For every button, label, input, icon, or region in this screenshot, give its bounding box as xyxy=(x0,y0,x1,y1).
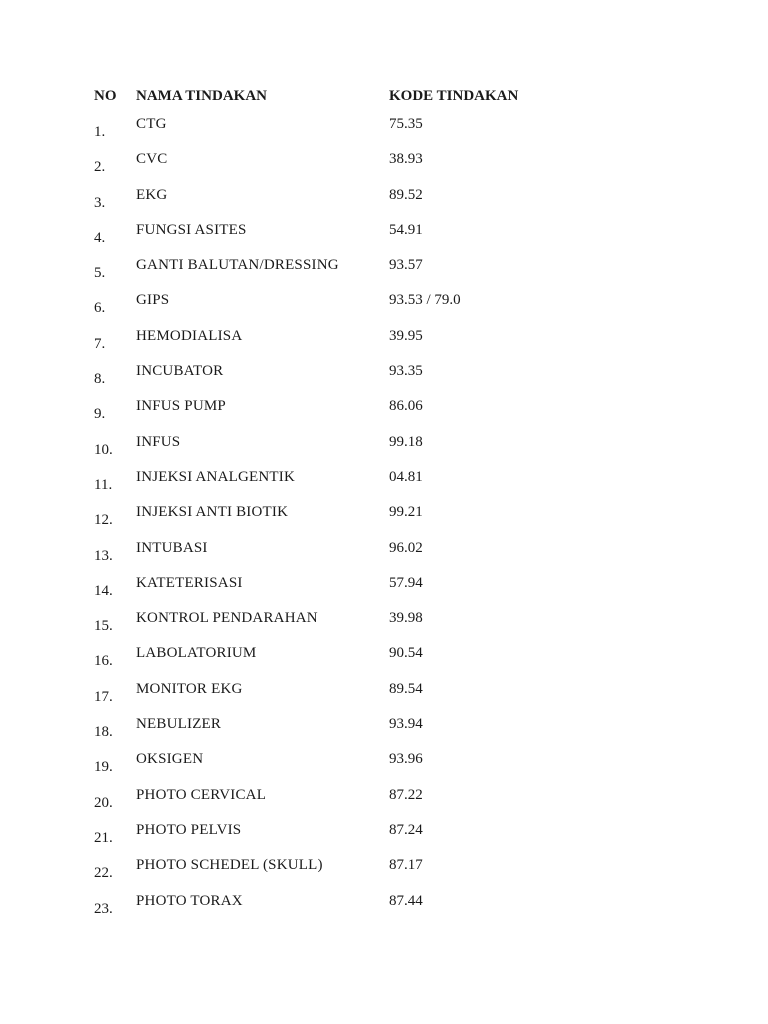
row-number: 7. xyxy=(94,335,106,352)
row-number: 19. xyxy=(94,759,113,776)
row-nama-tindakan: FUNGSI ASITES xyxy=(136,221,247,238)
row-number: 16. xyxy=(94,653,113,670)
table-body xyxy=(0,115,768,927)
row-number: 6. xyxy=(94,300,106,317)
table-row xyxy=(0,397,768,432)
row-nama-tindakan: INFUS xyxy=(136,433,181,450)
table-row xyxy=(0,609,768,644)
row-kode-tindakan: 87.24 xyxy=(389,821,423,838)
row-number: 18. xyxy=(94,724,113,741)
row-kode-tindakan: 89.52 xyxy=(389,186,423,203)
row-number: 4. xyxy=(94,229,106,246)
row-number: 8. xyxy=(94,371,106,388)
table-row xyxy=(0,680,768,715)
row-number: 22. xyxy=(94,865,113,882)
table-row xyxy=(0,644,768,679)
row-number: 17. xyxy=(94,688,113,705)
table-row xyxy=(0,221,768,256)
table-row xyxy=(0,256,768,291)
row-nama-tindakan: INCUBATOR xyxy=(136,363,224,380)
row-nama-tindakan: KATETERISASI xyxy=(136,574,243,591)
row-kode-tindakan: 57.94 xyxy=(389,574,423,591)
row-nama-tindakan: KONTROL PENDARAHAN xyxy=(136,610,318,627)
row-kode-tindakan: 04.81 xyxy=(389,468,423,485)
row-nama-tindakan: PHOTO CERVICAL xyxy=(136,786,267,803)
row-nama-tindakan: CTG xyxy=(136,116,167,132)
table-row xyxy=(0,468,768,503)
row-kode-tindakan: 39.95 xyxy=(389,327,423,344)
table-header xyxy=(0,88,768,108)
table-row xyxy=(0,362,768,397)
row-number: 20. xyxy=(94,794,113,811)
row-kode-tindakan: 93.53 / 79.0 xyxy=(389,292,461,309)
header-kode-tindakan: KODE TINDAKAN xyxy=(389,88,519,104)
row-number: 2. xyxy=(94,159,106,176)
table-row xyxy=(0,750,768,785)
row-number: 9. xyxy=(94,406,106,423)
row-kode-tindakan: 99.18 xyxy=(389,433,423,450)
row-nama-tindakan: CVC xyxy=(136,151,168,168)
row-nama-tindakan: LABOLATORIUM xyxy=(136,645,257,662)
row-kode-tindakan: 87.44 xyxy=(389,892,423,909)
table-row xyxy=(0,433,768,468)
header-no: NO xyxy=(94,88,117,104)
table-row xyxy=(0,786,768,821)
row-kode-tindakan: 90.54 xyxy=(389,645,423,662)
table-row xyxy=(0,327,768,362)
row-nama-tindakan: PHOTO TORAX xyxy=(136,892,243,909)
row-number: 23. xyxy=(94,900,113,917)
table-row xyxy=(0,115,768,150)
row-kode-tindakan: 93.96 xyxy=(389,751,423,768)
row-number: 13. xyxy=(94,547,113,564)
row-number: 15. xyxy=(94,618,113,635)
table-row xyxy=(0,715,768,750)
table-row xyxy=(0,150,768,185)
row-kode-tindakan: 39.98 xyxy=(389,610,423,627)
row-number: 14. xyxy=(94,582,113,599)
row-nama-tindakan: INFUS PUMP xyxy=(136,398,226,415)
row-kode-tindakan: 54.91 xyxy=(389,221,423,238)
row-kode-tindakan: 96.02 xyxy=(389,539,423,556)
row-nama-tindakan: PHOTO PELVIS xyxy=(136,821,242,838)
header-nama-tindakan: NAMA TINDAKAN xyxy=(136,88,267,104)
row-nama-tindakan: INJEKSI ANTI BIOTIK xyxy=(136,504,289,521)
row-nama-tindakan: MONITOR EKG xyxy=(136,680,243,697)
row-kode-tindakan: 99.21 xyxy=(389,504,423,521)
row-nama-tindakan: INTUBASI xyxy=(136,539,208,556)
row-nama-tindakan: OKSIGEN xyxy=(136,751,204,768)
row-nama-tindakan: EKG xyxy=(136,186,168,203)
table-row xyxy=(0,856,768,891)
row-kode-tindakan: 89.54 xyxy=(389,680,423,697)
table-row xyxy=(0,821,768,856)
row-number: 12. xyxy=(94,512,113,529)
row-nama-tindakan: NEBULIZER xyxy=(136,716,222,733)
table-row xyxy=(0,503,768,538)
row-nama-tindakan: INJEKSI ANALGENTIK xyxy=(136,468,295,485)
row-nama-tindakan: HEMODIALISA xyxy=(136,327,243,344)
row-kode-tindakan: 86.06 xyxy=(389,398,423,415)
row-number: 21. xyxy=(94,829,113,846)
row-kode-tindakan: 38.93 xyxy=(389,151,423,168)
row-nama-tindakan: GANTI BALUTAN/DRESSING xyxy=(136,257,339,274)
row-kode-tindakan: 93.57 xyxy=(389,257,423,274)
row-nama-tindakan: PHOTO SCHEDEL (SKULL) xyxy=(136,857,323,874)
table-row xyxy=(0,291,768,326)
table-row xyxy=(0,186,768,221)
row-kode-tindakan: 87.22 xyxy=(389,786,423,803)
row-nama-tindakan: GIPS xyxy=(136,292,170,309)
row-kode-tindakan: 87.17 xyxy=(389,857,423,874)
row-number: 1. xyxy=(94,124,106,140)
row-kode-tindakan: 93.94 xyxy=(389,716,423,733)
row-number: 10. xyxy=(94,441,113,458)
row-number: 5. xyxy=(94,265,106,282)
table-row xyxy=(0,539,768,574)
table-row xyxy=(0,892,768,927)
row-number: 3. xyxy=(94,194,106,211)
row-kode-tindakan: 75.35 xyxy=(389,116,423,132)
row-kode-tindakan: 93.35 xyxy=(389,363,423,380)
row-number: 11. xyxy=(94,476,113,493)
table-row xyxy=(0,574,768,609)
